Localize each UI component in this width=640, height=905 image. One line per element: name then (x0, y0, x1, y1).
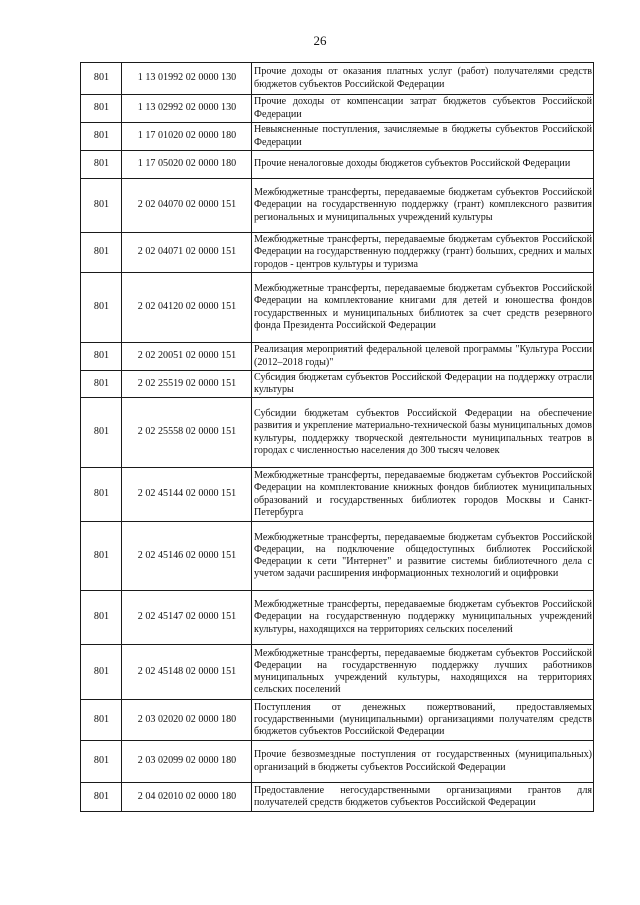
revenue-name-cell: Прочие доходы от оказания платных услуг (работ) получателями средств бюджетов субъектов Российской Федерации (252, 63, 594, 95)
admin-code-cell: 801 (81, 398, 122, 468)
revenue-code-cell: 1 17 05020 02 0000 180 (122, 151, 252, 179)
revenue-code-cell: 2 04 02010 02 0000 180 (122, 783, 252, 812)
revenue-code-cell: 1 13 01992 02 0000 130 (122, 63, 252, 95)
table-row (81, 468, 594, 522)
admin-code-cell: 801 (81, 95, 122, 123)
table-row (81, 63, 594, 95)
admin-code-cell: 801 (81, 179, 122, 233)
table-row (81, 522, 594, 591)
revenue-name-cell: Межбюджетные трансферты, передаваемые бюджетам субъектов Российской Федерации на комплектование книгами для детей и юношества фондов государственных и муниципальных библиотек за счет средств резервного фонда Президента Российской Федерации (252, 273, 594, 343)
revenue-code-cell: 2 02 45147 02 0000 151 (122, 591, 252, 645)
admin-code-cell: 801 (81, 233, 122, 273)
revenue-name-cell: Прочие безвозмездные поступления от государственных (муниципальных) организаций в бюджеты субъектов Российской Федерации (252, 741, 594, 783)
table-row (81, 783, 594, 812)
revenue-name-cell: Невыясненные поступления, зачисляемые в бюджеты субъектов Российской Федерации (252, 123, 594, 151)
admin-code-cell: 801 (81, 123, 122, 151)
table-row (81, 741, 594, 783)
revenue-name-cell: Межбюджетные трансферты, передаваемые бюджетам субъектов Российской Федерации, на подключение общедоступных библиотек Российской Федерации к сети "Интернет" и развитие системы библиотечного дела с учетом задачи расширения информационных технологий и оцифровки (252, 522, 594, 591)
table-row (81, 233, 594, 273)
revenue-name-cell: Субсидия бюджетам субъектов Российской Федерации на поддержку отрасли культуры (252, 371, 594, 398)
table-row (81, 398, 594, 468)
table-row (81, 95, 594, 123)
revenue-code-cell: 2 02 20051 02 0000 151 (122, 343, 252, 371)
revenue-name-cell: Межбюджетные трансферты, передаваемые бюджетам субъектов Российской Федерации на комплектование книжных фондов библиотек муниципальных образований и государственных библиотек городов Москвы и Санкт-Петербурга (252, 468, 594, 522)
revenue-name-cell: Субсидии бюджетам субъектов Российской Федерации на обеспечение развития и укрепление материально-технической базы муниципальных домов культуры, поддержку творческой деятельности муниципальных театров в городах с численностью населения до 300 тысяч человек (252, 398, 594, 468)
admin-code-cell: 801 (81, 522, 122, 591)
revenue-name-cell: Межбюджетные трансферты, передаваемые бюджетам субъектов Российской Федерации на государственную поддержку (грант) комплексного развития региональных и муниципальных учреждений культуры (252, 179, 594, 233)
admin-code-cell: 801 (81, 151, 122, 179)
revenue-code-cell: 2 02 04070 02 0000 151 (122, 179, 252, 233)
admin-code-cell: 801 (81, 645, 122, 700)
revenue-code-cell: 2 02 04071 02 0000 151 (122, 233, 252, 273)
admin-code-cell: 801 (81, 591, 122, 645)
revenue-code-cell: 2 02 45144 02 0000 151 (122, 468, 252, 522)
table-row (81, 591, 594, 645)
revenue-code-cell: 2 02 45148 02 0000 151 (122, 645, 252, 700)
revenue-name-cell: Прочие неналоговые доходы бюджетов субъектов Российской Федерации (252, 151, 594, 179)
revenue-code-cell: 2 02 25558 02 0000 151 (122, 398, 252, 468)
revenue-code-cell: 2 02 45146 02 0000 151 (122, 522, 252, 591)
revenue-name-cell: Предоставление негосударственными организациями грантов для получателей средств бюджетов субъектов Российской Федерации (252, 783, 594, 812)
revenue-name-cell: Межбюджетные трансферты, передаваемые бюджетам субъектов Российской Федерации на государственную поддержку лучших работников муниципальных учреждений культуры, находящихся на территориях сельских поселений (252, 645, 594, 700)
table-row (81, 343, 594, 371)
revenue-code-cell: 2 03 02099 02 0000 180 (122, 741, 252, 783)
table-row (81, 151, 594, 179)
table-row (81, 371, 594, 398)
admin-code-cell: 801 (81, 371, 122, 398)
revenue-name-cell: Межбюджетные трансферты, передаваемые бюджетам субъектов Российской Федерации на государственную поддержку муниципальных учреждений культуры, находящихся на территориях сельских поселений (252, 591, 594, 645)
table-row (81, 645, 594, 700)
revenue-code-cell: 2 03 02020 02 0000 180 (122, 700, 252, 741)
admin-code-cell: 801 (81, 700, 122, 741)
revenue-name-cell: Поступления от денежных пожертвований, предоставляемых государственными (муниципальными) организациями получателям средств бюджетов субъектов Российской Федерации (252, 700, 594, 741)
revenue-code-cell: 2 02 04120 02 0000 151 (122, 273, 252, 343)
admin-code-cell: 801 (81, 468, 122, 522)
table-row (81, 273, 594, 343)
admin-code-cell: 801 (81, 343, 122, 371)
table-row (81, 179, 594, 233)
admin-code-cell: 801 (81, 63, 122, 95)
budget-codes-table (80, 62, 594, 812)
admin-code-cell: 801 (81, 741, 122, 783)
revenue-code-cell: 2 02 25519 02 0000 151 (122, 371, 252, 398)
revenue-name-cell: Межбюджетные трансферты, передаваемые бюджетам субъектов Российской Федерации на государственную поддержку (грант) больших, средних и малых городов - центров культуры и туризма (252, 233, 594, 273)
revenue-name-cell: Реализация мероприятий федеральной целевой программы "Культура России (2012–2018 годы)" (252, 343, 594, 371)
admin-code-cell: 801 (81, 783, 122, 812)
table-row (81, 700, 594, 741)
table-row (81, 123, 594, 151)
admin-code-cell: 801 (81, 273, 122, 343)
page-number: 26 (313, 33, 327, 48)
revenue-name-cell: Прочие доходы от компенсации затрат бюджетов субъектов Российской Федерации (252, 95, 594, 123)
revenue-code-cell: 1 13 02992 02 0000 130 (122, 95, 252, 123)
revenue-code-cell: 1 17 01020 02 0000 180 (122, 123, 252, 151)
